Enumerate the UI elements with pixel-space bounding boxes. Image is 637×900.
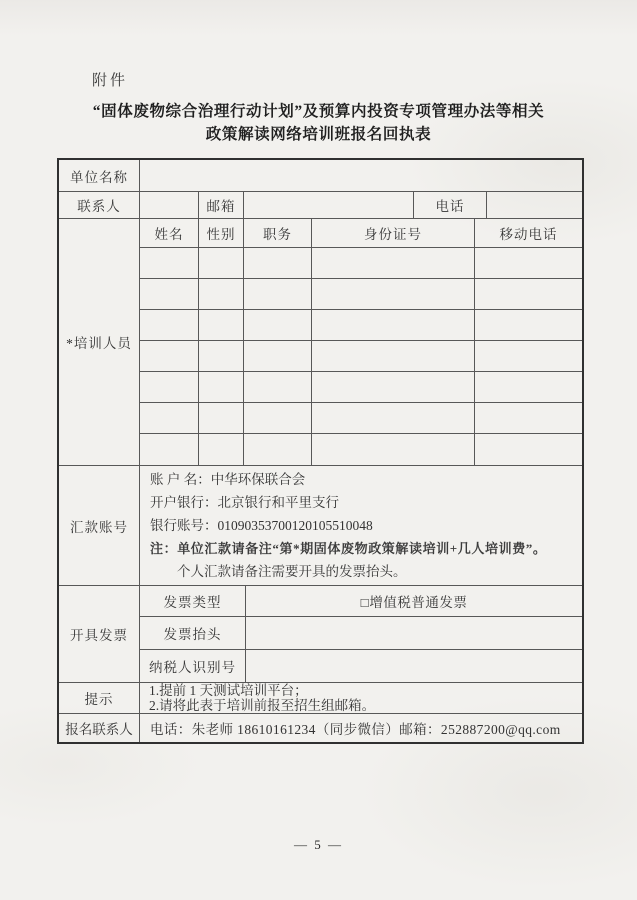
trainee-column-header: 身份证号 (312, 219, 475, 247)
trainee-cell (312, 341, 475, 371)
trainee-cell (312, 403, 475, 433)
invoice-title-row (140, 617, 582, 650)
tips-line2: 2.请将此表于培训前报至招生组邮箱。 (149, 698, 376, 713)
remittance-bank: 开户银行：北京银行和平里支行 (150, 495, 339, 510)
trainee-cell (475, 310, 582, 340)
trainee-cell (244, 248, 312, 278)
trainee-row (140, 372, 582, 403)
unit-name-row (59, 160, 582, 192)
invoice-section (59, 586, 582, 683)
email-label: 邮箱 (199, 192, 244, 218)
registration-form-table (57, 158, 584, 744)
trainee-cell (199, 403, 244, 433)
trainee-cell (244, 279, 312, 309)
trainee-cell (475, 341, 582, 371)
trainee-cell (140, 372, 199, 402)
remittance-account-number: 银行账号：01090353700120105510048 (150, 518, 373, 533)
invoice-rows (140, 586, 582, 682)
trainee-row (140, 310, 582, 341)
trainee-cell (199, 248, 244, 278)
registration-contact-row (59, 714, 582, 742)
email-field (244, 192, 414, 218)
remittance-note-line2: 个人汇款请备注需要开具的发票抬头。 (177, 564, 407, 579)
trainee-cell (199, 372, 244, 402)
trainee-cell (312, 434, 475, 465)
trainee-cell (244, 372, 312, 402)
trainee-row (140, 248, 582, 279)
trainees-label: *培训人员 (59, 219, 140, 465)
trainee-cell (140, 279, 199, 309)
trainee-cell (140, 434, 199, 465)
trainee-cell (475, 434, 582, 465)
remittance-note-line1: 注：单位汇款请备注“第*期固体废物政策解读培训+几人培训费”。 (150, 541, 547, 556)
form-title-line1: “固体废物综合治理行动计划”及预算内投资专项管理办法等相关 (92, 103, 545, 120)
remittance-label: 汇款账号 (59, 466, 140, 585)
invoice-title-field (246, 617, 582, 649)
contact-row (59, 192, 582, 219)
invoice-type-value: □增值税普通发票 (360, 595, 468, 610)
trainee-cell (244, 403, 312, 433)
trainee-cell (312, 279, 475, 309)
taxpayer-id-field (246, 650, 582, 682)
trainee-cell (475, 248, 582, 278)
trainees-section (59, 219, 582, 466)
trainee-row (140, 341, 582, 372)
tips-content (140, 683, 582, 713)
trainee-header-row (140, 219, 582, 248)
trainee-column-header: 职务 (244, 219, 312, 247)
attachment-label: 附件 (92, 73, 129, 89)
trainee-cell (244, 434, 312, 465)
trainee-row (140, 434, 582, 465)
trainee-column-header: 性别 (199, 219, 244, 247)
trainee-cell (244, 310, 312, 340)
remittance-details (140, 466, 582, 585)
taxpayer-id-label: 纳税人识别号 (140, 650, 246, 682)
contact-field (140, 192, 199, 218)
trainee-blank-rows (140, 248, 582, 465)
trainee-cell (140, 310, 199, 340)
registration-contact-value: 电话：朱老师 18610161234（同步微信）邮箱：252887200@qq.com (150, 722, 561, 737)
trainee-cell (199, 434, 244, 465)
taxpayer-id-row (140, 650, 582, 682)
trainee-cell (312, 372, 475, 402)
form-title-line2: 政策解读网络培训班报名回执表 (205, 126, 432, 143)
trainee-row (140, 279, 582, 310)
phone-label: 电话 (414, 192, 487, 218)
tips-line1: 1.提前 1 天测试培训平台； (149, 682, 308, 698)
tips-label: 提示 (59, 683, 140, 713)
trainee-cell (140, 403, 199, 433)
contact-label: 联系人 (59, 192, 140, 218)
page-number: — 5 — (294, 837, 343, 852)
phone-field (487, 192, 582, 218)
trainee-cell (199, 279, 244, 309)
invoice-title-label: 发票抬头 (140, 617, 246, 649)
trainee-cell (475, 279, 582, 309)
remittance-account-name: 账 户 名：中华环保联合会 (150, 472, 306, 487)
trainee-row (140, 403, 582, 434)
invoice-label: 开具发票 (59, 586, 140, 682)
trainee-cell (140, 248, 199, 278)
remittance-row (59, 466, 582, 586)
trainee-cell (140, 341, 199, 371)
unit-name-field (140, 160, 582, 191)
invoice-type-label: 发票类型 (140, 586, 246, 616)
trainee-cell (475, 403, 582, 433)
trainee-cell (199, 310, 244, 340)
trainee-cell (199, 341, 244, 371)
invoice-type-row (140, 586, 582, 617)
trainee-cell (312, 248, 475, 278)
tips-row (59, 683, 582, 714)
trainees-grid (140, 219, 582, 465)
trainee-column-header: 移动电话 (499, 227, 558, 242)
unit-name-label: 单位名称 (59, 160, 140, 191)
trainee-column-header: 姓名 (140, 219, 199, 247)
trainee-cell (312, 310, 475, 340)
trainee-cell (244, 341, 312, 371)
registration-contact-label: 报名联系人 (59, 714, 140, 742)
trainee-cell (475, 372, 582, 402)
